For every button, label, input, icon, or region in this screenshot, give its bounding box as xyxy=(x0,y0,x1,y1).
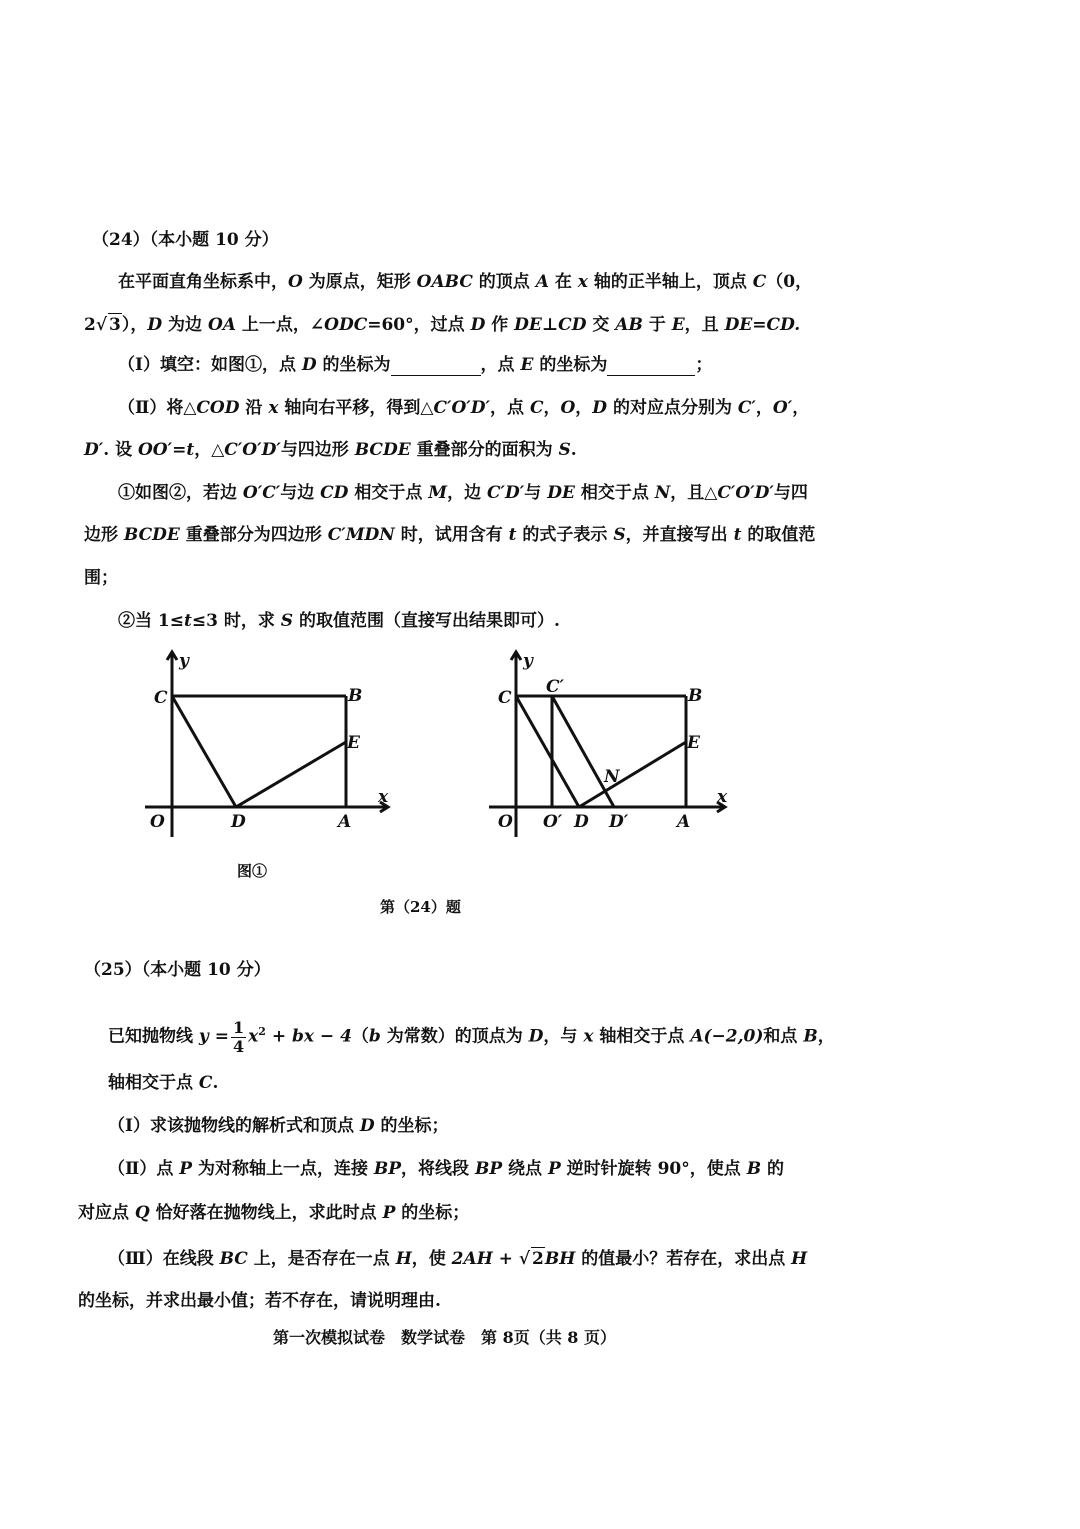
fig1-label-b: B xyxy=(348,686,363,706)
fig1-segment-cd xyxy=(172,696,236,807)
q24-intro-line2: 2√ 3），D 为边 OA 上一点，∠ODC=60°，过点 D 作 DE⊥CD 交 AB 于 E，且 DE=CD. xyxy=(84,315,801,335)
fig2-label-y: y xyxy=(523,651,533,671)
fig1-label-e: E xyxy=(347,733,360,753)
answer-blank-e[interactable] xyxy=(607,357,695,376)
q25-points: （本小题 10 分） xyxy=(141,960,271,980)
fig2-label-d: D xyxy=(574,812,589,832)
q25-intro-line2: 轴相交于点 C. xyxy=(108,1073,219,1093)
fig1-label-x: x xyxy=(378,787,389,807)
fig2-label-c: C xyxy=(498,688,512,708)
fig2-label-dp: D′ xyxy=(609,812,629,832)
q24-sub1-line2: 边形 BCDE 重叠部分为四边形 C′MDN 时，试用含有 t 的式子表示 S，并直接写出 t 的取值范 xyxy=(84,525,816,545)
page-footer: 第一次模拟试卷 数学试卷 第 8页（共 8 页） xyxy=(273,1328,616,1347)
figure-2 xyxy=(485,640,745,840)
q24-part2-line1: （Ⅱ）将△COD 沿 x 轴向右平移，得到△C′O′D′，点 C，O，D 的对应点分别为 C′，O′， xyxy=(118,398,810,418)
fraction-one-quarter: $\frac{1}{4}$ xyxy=(232,1017,245,1056)
fig1-caption: 图① xyxy=(237,862,268,880)
q24-intro-line1: 在平面直角坐标系中，O 为原点，矩形 OABC 的顶点 A 在 x 轴的正半轴上，顶点 C（0， xyxy=(118,272,813,292)
fig2-segment-cd xyxy=(516,696,579,807)
q25-part3-line1: （Ⅲ）在线段 BC 上，是否存在一点 H，使 2AH + √ 2BH 的值最小？若存在，求出点 H xyxy=(108,1249,808,1269)
q24-sub1-line3: 围； xyxy=(84,568,118,588)
fig2-label-e: E xyxy=(687,733,700,753)
q24-points: （本小题 10 分） xyxy=(149,230,279,250)
q25-part2-line2: 对应点 Q 恰好落在抛物线上，求此时点 P 的坐标； xyxy=(78,1203,470,1223)
fig1-label-c: C xyxy=(154,688,168,708)
answer-blank-d[interactable] xyxy=(391,357,481,376)
figure-1 xyxy=(130,640,410,840)
fig1-label-o: O xyxy=(150,812,165,832)
fig2-label-o: O xyxy=(498,812,513,832)
fig2-segment-cpdp xyxy=(552,696,614,807)
q24-heading xyxy=(92,229,279,251)
q24-sub1-line1: ①如图②，若边 O′C′与边 CD 相交于点 M，边 C′D′与 DE 相交于点 N，且△C′O′D′与四 xyxy=(118,483,808,503)
q24-part1: （Ⅰ）填空：如图①，点 D 的坐标为 ，点 E 的坐标为 ； xyxy=(118,355,713,375)
fig1-label-d: D xyxy=(231,812,246,832)
q24-part2-line2: D′. 设 OO′=t，△C′O′D′与四边形 BCDE 重叠部分的面积为 S. xyxy=(84,440,577,460)
q24-number: （24） xyxy=(92,230,150,250)
fig2-label-n: N xyxy=(604,767,620,787)
fig2-label-cp: C′ xyxy=(546,677,565,697)
fig2-label-b: B xyxy=(688,686,703,706)
q25-heading xyxy=(84,959,271,981)
q25-number: （25） xyxy=(84,960,142,980)
fig1-segment-de xyxy=(236,742,346,807)
fig2-label-op: O′ xyxy=(543,812,563,832)
q25-part1: （Ⅰ）求该抛物线的解析式和顶点 D 的坐标； xyxy=(108,1116,449,1136)
q24-sub2: ②当 1≤t≤3 时，求 S 的取值范围（直接写出结果即可）. xyxy=(118,611,560,631)
q25-part2-line1: （Ⅱ）点 P 为对称轴上一点，连接 BP，将线段 BP 绕点 P 逆时针旋转 90°，使点 B 的 xyxy=(108,1159,784,1179)
fig2-label-a: A xyxy=(677,812,691,832)
q25-intro-line1: 已知抛物线 y = $\frac{1}{4}$ $x^2$ + bx − 4（b 为常数）的顶点为 D，与 x 轴相交于点 A(−2,0)和点 B， xyxy=(108,1017,835,1056)
fig2-label-x: x xyxy=(717,787,728,807)
q25-part3-line2: 的坐标，并求出最小值；若不存在，请说明理由. xyxy=(78,1291,441,1311)
fig1-label-a: A xyxy=(338,812,352,832)
q24-figure-caption: 第（24）题 xyxy=(380,898,461,916)
fig1-label-y: y xyxy=(179,651,189,671)
